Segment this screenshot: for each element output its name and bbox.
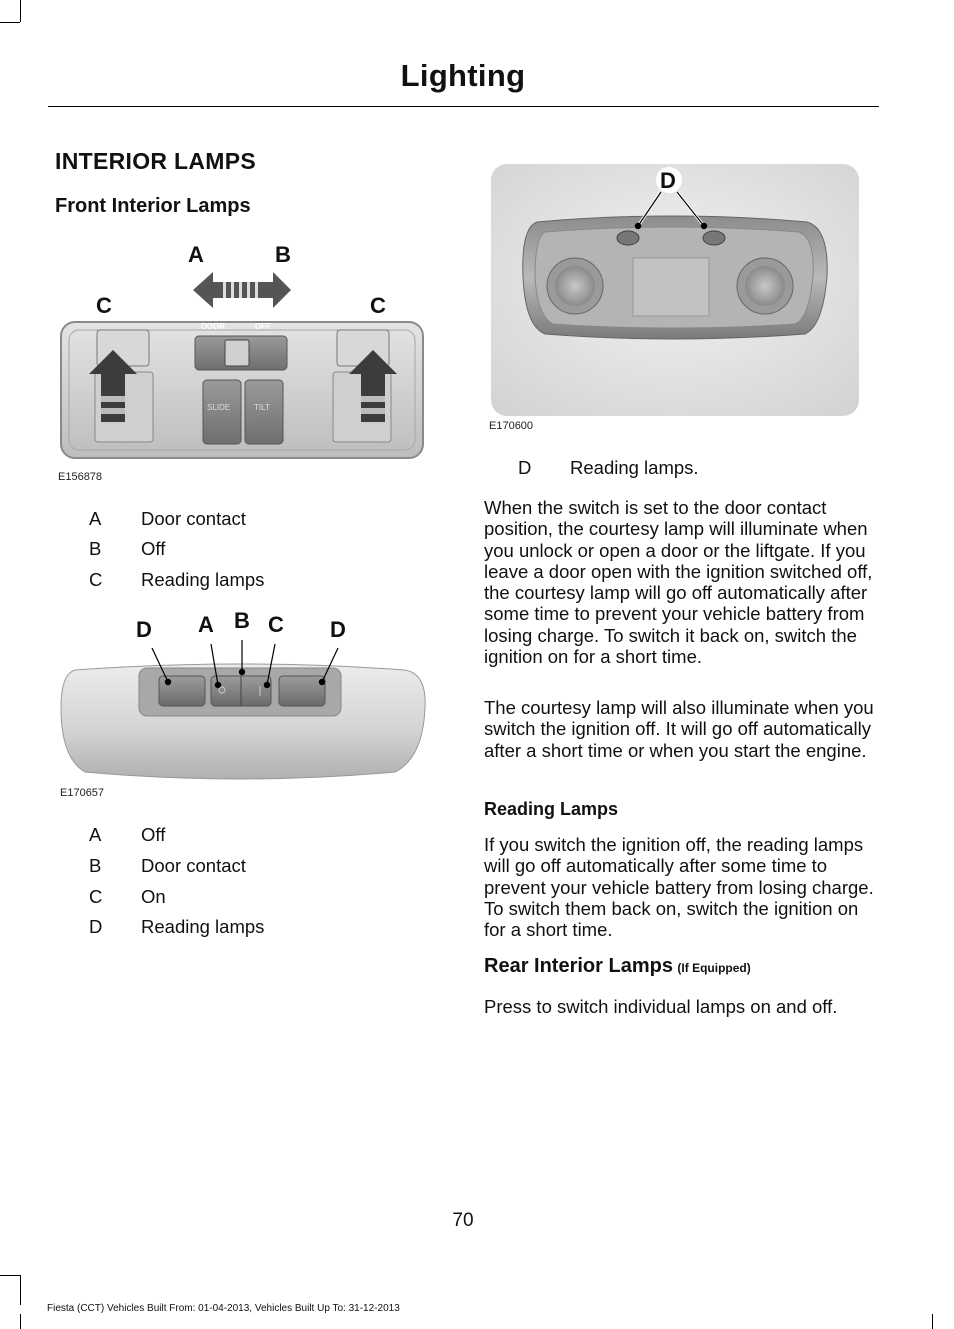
crop-mark bbox=[20, 1314, 21, 1329]
callout-d-right: D bbox=[330, 617, 346, 642]
crop-mark bbox=[932, 1314, 933, 1329]
callout-d: D bbox=[660, 168, 676, 193]
subsection-title-reading: Reading Lamps bbox=[484, 799, 619, 819]
paragraph-reading-lamps: If you switch the ignition off, the reading lamps will go off automatically after some time to prevent your vehicle battery from losing charge. To switch them back on, switch the ignition on for a short time. bbox=[484, 834, 874, 941]
callout-c-right: C bbox=[370, 293, 386, 318]
legend-value: Reading lamps bbox=[141, 916, 265, 937]
legend-1 bbox=[89, 508, 419, 598]
figure-code-2: E170657 bbox=[60, 787, 105, 799]
legend-key: C bbox=[89, 569, 103, 590]
legend-key: B bbox=[89, 538, 102, 559]
figure-front-console-2 bbox=[55, 608, 430, 788]
paragraph-rear-lamps: Press to switch individual lamps on and off. bbox=[484, 996, 838, 1017]
rear-title: Rear Interior Lamps bbox=[484, 955, 673, 977]
legend-key: A bbox=[89, 824, 102, 845]
panel-label-door: DOOR bbox=[201, 322, 225, 331]
subsection-title-rear bbox=[484, 955, 751, 978]
paragraph-courtesy-lamp: The courtesy lamp will also illuminate when you switch the ignition off. It will go off automatically after a short time or when you start the engine. bbox=[484, 697, 874, 761]
panel-label-tilt: TILT bbox=[254, 403, 270, 412]
paragraph-door-contact: When the switch is set to the door contact position, the courtesy lamp will illuminate when you unlock or open a door or the liftgate. If you leave a door open with the ignition switched off, the courtesy lamp will go off automatically after some time to prevent your vehicle battery from losing charge. To switch it back on, switch the ignition on for a short time. bbox=[484, 497, 873, 668]
footer-text: Fiesta (CCT) Vehicles Built From: 01-04-2013, Vehicles Built Up To: 31-12-2013 bbox=[47, 1303, 400, 1314]
legend-value: On bbox=[141, 886, 166, 907]
legend-key: A bbox=[89, 508, 102, 529]
legend-value: Door contact bbox=[141, 508, 246, 529]
legend-value: Off bbox=[141, 824, 166, 845]
page-number: 70 bbox=[452, 1210, 474, 1231]
callout-c: C bbox=[268, 612, 284, 637]
legend-2 bbox=[89, 824, 419, 946]
panel-label-off: OFF bbox=[255, 322, 271, 331]
legend-key: B bbox=[89, 855, 102, 876]
callout-c-left: C bbox=[96, 293, 112, 318]
legend-value: Reading lamps bbox=[141, 569, 265, 590]
crop-mark bbox=[0, 1275, 20, 1276]
callout-b: B bbox=[234, 608, 250, 633]
legend-key: D bbox=[89, 916, 103, 937]
legend-3 bbox=[518, 457, 858, 483]
crop-mark bbox=[20, 0, 21, 22]
figure-rear-lamps bbox=[487, 158, 862, 420]
figure-code-3: E170600 bbox=[489, 420, 534, 432]
legend-key: C bbox=[89, 886, 103, 907]
callout-b: B bbox=[275, 242, 291, 267]
legend-value: Reading lamps. bbox=[570, 457, 699, 478]
title-rule bbox=[48, 106, 879, 107]
callout-a: A bbox=[198, 612, 214, 637]
section-title: INTERIOR LAMPS bbox=[55, 148, 256, 174]
legend-value: Door contact bbox=[141, 855, 246, 876]
page-title: Lighting bbox=[400, 58, 526, 93]
figure-front-console-1 bbox=[55, 238, 430, 468]
legend-value: Off bbox=[141, 538, 166, 559]
legend-key: D bbox=[518, 457, 532, 478]
panel-label-slide: SLIDE bbox=[207, 403, 231, 412]
crop-mark bbox=[20, 1275, 21, 1305]
figure-code-1: E156878 bbox=[58, 471, 103, 483]
subsection-title-front: Front Interior Lamps bbox=[55, 195, 251, 217]
crop-mark bbox=[0, 22, 20, 23]
if-equipped-note: (If Equipped) bbox=[677, 961, 751, 975]
callout-a: A bbox=[188, 242, 204, 267]
callout-d-left: D bbox=[136, 617, 152, 642]
